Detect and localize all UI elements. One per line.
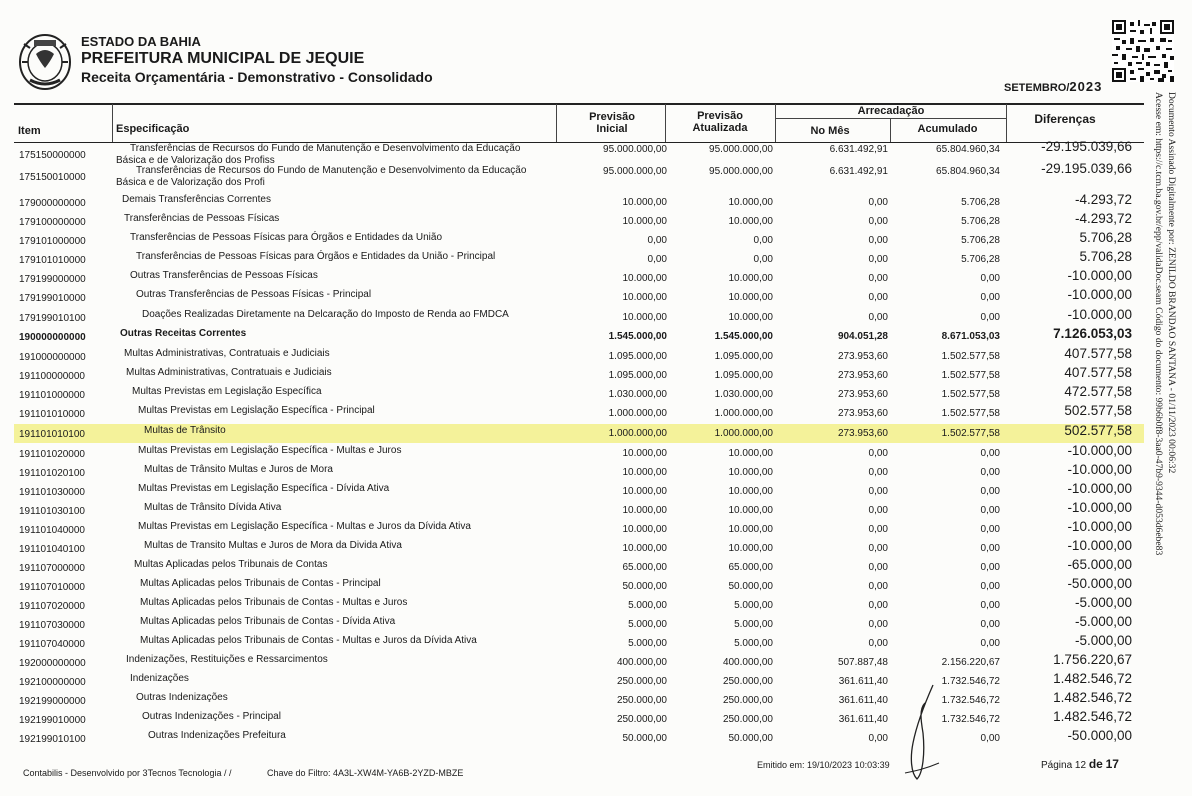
arrecadacao-acumulado: 65.804.960,34 [936, 166, 1000, 177]
diferenca: -10.000,00 [1067, 462, 1132, 477]
report-title: Receita Orçamentária - Demonstrativo - Consolidado [81, 69, 433, 85]
previsao-atualizada: 10.000,00 [728, 467, 773, 478]
arrecadacao-acumulado: 0,00 [980, 448, 1000, 459]
previsao-inicial: 250.000,00 [616, 676, 667, 687]
arrecadacao-mes: 0,00 [868, 216, 888, 227]
table-row [0, 139, 1150, 166]
item-code: 191101000000 [19, 390, 85, 401]
previsao-inicial: 95.000.000,00 [603, 166, 667, 177]
diferenca: 5.706,28 [1079, 249, 1132, 264]
previsao-atualizada: 10.000,00 [728, 292, 773, 303]
previsao-atualizada: 10.000,00 [728, 216, 773, 227]
item-description-cont: Básica e de Valorização dos Profi [116, 177, 265, 188]
previsao-inicial: 10.000,00 [622, 524, 667, 535]
item-code: 179100000000 [19, 217, 86, 228]
item-description-cont: Básica e de Valorização dos Profiss [116, 155, 275, 166]
item-code: 191107040000 [19, 639, 85, 650]
digital-signature-note [1150, 92, 1178, 622]
item-code: 179101000000 [19, 236, 86, 247]
arrecadacao-acumulado: 0,00 [980, 486, 1000, 497]
arrecadacao-acumulado: 0,00 [980, 292, 1000, 303]
arrecadacao-mes: 0,00 [868, 292, 888, 303]
previsao-inicial: 95.000.000,00 [603, 144, 667, 155]
previsao-inicial: 50.000,00 [622, 581, 667, 592]
previsao-inicial: 10.000,00 [622, 543, 667, 554]
table-row [0, 558, 1150, 577]
item-description: Outras Receitas Correntes [120, 328, 247, 339]
arrecadacao-mes: 273.953,60 [837, 408, 888, 419]
table-row [0, 404, 1150, 423]
item-description: Outras Indenizações [136, 692, 228, 703]
arrecadacao-acumulado: 5.706,28 [961, 254, 1000, 265]
signature-line-1: Documento Assinado Digitalmente por: ZENILDO BRANDAO SANTANA - 01/11/2023 00:06:32 [1166, 92, 1177, 474]
table-row [0, 615, 1150, 634]
previsao-atualizada: 10.000,00 [728, 524, 773, 535]
diferenca: -10.000,00 [1067, 481, 1132, 496]
table-row [0, 691, 1150, 710]
table-row [0, 269, 1150, 288]
table-row [14, 424, 1144, 443]
arrecadacao-acumulado: 0,00 [980, 600, 1000, 611]
previsao-inicial: 1.030.000,00 [608, 389, 667, 400]
item-description: Transferências de Recursos do Fundo de Manutenção e Desenvolvimento da Educação [130, 143, 521, 154]
handwritten-signature [895, 683, 955, 783]
arrecadacao-mes: 361.611,40 [838, 714, 888, 725]
item-code: 179000000000 [19, 198, 86, 209]
previsao-atualizada: 250.000,00 [722, 695, 773, 706]
previsao-atualizada: 95.000.000,00 [709, 144, 773, 155]
arrecadacao-mes: 0,00 [868, 600, 888, 611]
item-code: 191000000000 [19, 352, 86, 363]
previsao-inicial: 10.000,00 [622, 273, 667, 284]
signature-line-2: Acesse em: https://c.tcm.ba.gov.br/epp/validaDoc.seam Código do documento: 99b6b0f8-3aa0-47b9-9344-d053d6ebe83 [1153, 92, 1164, 556]
diferenca: -4.293,72 [1074, 211, 1132, 226]
report-period: SETEMBRO/2023 [1004, 79, 1103, 94]
previsao-atualizada: 10.000,00 [728, 312, 773, 323]
col-header-diferencas: Diferenças [1034, 112, 1096, 126]
item-code: 191101030000 [19, 487, 85, 498]
table-row [0, 482, 1150, 501]
previsao-inicial: 0,00 [647, 254, 667, 265]
previsao-atualizada: 1.000.000,00 [714, 428, 773, 439]
arrecadacao-acumulado: 8.671.053,03 [941, 331, 1000, 342]
arrecadacao-mes: 0,00 [868, 638, 888, 649]
item-description: Multas Previstas em Legislação Específica - Dívida Ativa [138, 483, 390, 494]
col-divider [1006, 104, 1007, 142]
arrecadacao-mes: 273.953,60 [837, 370, 888, 381]
item-description: Outras Indenizações - Principal [142, 711, 281, 722]
previsao-inicial: 10.000,00 [622, 292, 667, 303]
item-description: Multas Aplicadas pelos Tribunais de Contas - Multas e Juros da Dívida Ativa [140, 635, 477, 646]
arrecadacao-acumulado: 1.502.577,58 [941, 370, 1000, 381]
arrecadacao-acumulado: 1.502.577,58 [941, 351, 1000, 362]
previsao-atualizada: 10.000,00 [728, 197, 773, 208]
previsao-atualizada: 50.000,00 [728, 581, 773, 592]
item-description: Multas de Trânsito [144, 425, 226, 436]
arrecadacao-mes: 273.953,60 [837, 389, 888, 400]
arrecadacao-mes: 507.887,48 [837, 657, 888, 668]
item-code: 191100000000 [19, 371, 85, 382]
footer-filter-key: Chave do Filtro: 4A3L-XW4M-YA6B-2YZD-MBZE [267, 768, 464, 778]
item-code: 191107010000 [19, 582, 85, 593]
qr-code-icon [1112, 20, 1174, 82]
previsao-inicial: 5.000,00 [628, 619, 667, 630]
diferenca: -10.000,00 [1067, 307, 1132, 322]
item-description: Multas Administrativas, Contratuais e Judiciais [124, 348, 330, 359]
arrecadacao-acumulado: 0,00 [980, 467, 1000, 478]
diferenca: -65.000,00 [1067, 557, 1132, 572]
arrecadacao-acumulado: 5.706,28 [961, 216, 1000, 227]
arrecadacao-mes: 0,00 [868, 524, 888, 535]
item-code: 179199010100 [19, 313, 86, 324]
previsao-atualizada: 5.000,00 [734, 600, 773, 611]
diferenca: -10.000,00 [1067, 519, 1132, 534]
item-description: Transferências de Recursos do Fundo de Manutenção e Desenvolvimento da Educação [136, 165, 527, 176]
arrecadacao-acumulado: 1.502.577,58 [941, 408, 1000, 419]
item-code: 192199010000 [19, 715, 86, 726]
item-description: Indenizações, Restituições e Ressarcimentos [126, 654, 328, 665]
item-description: Multas Administrativas, Contratuais e Judiciais [126, 367, 332, 378]
arrecadacao-mes: 0,00 [868, 273, 888, 284]
item-code: 191107030000 [19, 620, 85, 631]
item-code: 191101020000 [19, 449, 85, 460]
item-code: 191101040100 [19, 544, 85, 555]
previsao-atualizada: 10.000,00 [728, 543, 773, 554]
arrecadacao-acumulado: 1.502.577,58 [941, 428, 1000, 439]
diferenca: -29.195.039,66 [1041, 139, 1132, 154]
item-description: Transferências de Pessoas Físicas [124, 213, 280, 224]
previsao-inicial: 5.000,00 [628, 600, 667, 611]
previsao-atualizada: 1.000.000,00 [714, 408, 773, 419]
arrecadacao-mes: 0,00 [868, 562, 888, 573]
table-row [0, 520, 1150, 539]
item-description: Outras Transferências de Pessoas Físicas - Principal [136, 289, 372, 300]
item-code: 175150010000 [19, 172, 86, 183]
previsao-atualizada: 1.545.000,00 [714, 331, 773, 342]
col-header-prev-atualizada: Previsão Atualizada [692, 110, 748, 134]
arrecadacao-acumulado: 2.156.220,67 [941, 657, 1000, 668]
arrecadacao-mes: 0,00 [868, 235, 888, 246]
col-header-item: Item [18, 125, 41, 137]
table-row [0, 539, 1150, 558]
table-row [0, 444, 1150, 463]
item-description: Multas Previstas em Legislação Específica [132, 386, 322, 397]
previsao-atualizada: 1.030.000,00 [714, 389, 773, 400]
arrecadacao-acumulado: 0,00 [980, 581, 1000, 592]
footer-software: Contabilis - Desenvolvido por 3Tecnos Tecnologia / / [23, 768, 232, 778]
table-row [0, 577, 1150, 596]
coat-of-arms-logo [16, 32, 74, 94]
diferenca: -10.000,00 [1067, 268, 1132, 283]
diferenca: 1.482.546,72 [1053, 690, 1132, 705]
previsao-inicial: 5.000,00 [628, 638, 667, 649]
item-code: 175150000000 [19, 150, 86, 161]
table-row [0, 231, 1150, 250]
col-divider [665, 104, 666, 142]
table-row [0, 385, 1150, 404]
item-description: Outras Transferências de Pessoas Físicas [130, 270, 318, 281]
arrecadacao-acumulado: 0,00 [980, 733, 1000, 744]
previsao-atualizada: 250.000,00 [722, 676, 773, 687]
arrecadacao-mes: 0,00 [868, 467, 888, 478]
diferenca: -50.000,00 [1067, 576, 1132, 591]
arrecadacao-acumulado: 0,00 [980, 562, 1000, 573]
item-code: 191101040000 [19, 525, 85, 536]
state-name: ESTADO DA BAHIA [81, 34, 201, 49]
previsao-atualizada: 50.000,00 [728, 733, 773, 744]
diferenca: 407.577,58 [1064, 346, 1132, 361]
page-number: Página 12 de 17 [1041, 757, 1119, 771]
col-header-spec: Especificação [116, 123, 190, 135]
item-description: Multas Previstas em Legislação Específica - Principal [138, 405, 375, 416]
diferenca: 1.482.546,72 [1053, 671, 1132, 686]
table-row [0, 634, 1150, 653]
previsao-inicial: 0,00 [647, 235, 667, 246]
diferenca: 502.577,58 [1064, 423, 1132, 438]
arrecadacao-acumulado: 0,00 [980, 524, 1000, 535]
arrecadacao-mes: 0,00 [868, 619, 888, 630]
col-divider [890, 119, 891, 142]
previsao-inicial: 400.000,00 [616, 657, 667, 668]
arrecadacao-mes: 6.631.492,91 [829, 144, 888, 155]
arrecadacao-mes: 0,00 [868, 505, 888, 516]
previsao-inicial: 10.000,00 [622, 448, 667, 459]
previsao-atualizada: 5.000,00 [734, 638, 773, 649]
col-divider [556, 104, 557, 142]
col-divider [112, 104, 113, 142]
diferenca: -10.000,00 [1067, 287, 1132, 302]
previsao-inicial: 1.000.000,00 [608, 428, 667, 439]
arrecadacao-acumulado: 0,00 [980, 273, 1000, 284]
previsao-inicial: 50.000,00 [622, 733, 667, 744]
arrecadacao-mes: 0,00 [868, 197, 888, 208]
table-row [0, 212, 1150, 231]
arrecadacao-mes: 273.953,60 [837, 428, 888, 439]
arrecadacao-acumulado: 1.732.546,72 [941, 676, 1000, 687]
previsao-atualizada: 250.000,00 [722, 714, 773, 725]
arrecadacao-acumulado: 0,00 [980, 505, 1000, 516]
diferenca: 502.577,58 [1064, 403, 1132, 418]
diferenca: -10.000,00 [1067, 500, 1132, 515]
previsao-atualizada: 10.000,00 [728, 505, 773, 516]
diferenca: -29.195.039,66 [1041, 161, 1132, 176]
arrecadacao-acumulado: 1.732.546,72 [941, 714, 1000, 725]
item-code: 191107000000 [19, 563, 85, 574]
arrecadacao-mes: 0,00 [868, 254, 888, 265]
previsao-inicial: 10.000,00 [622, 505, 667, 516]
item-code: 179101010000 [19, 255, 86, 266]
item-description: Demais Transferências Correntes [122, 194, 271, 205]
previsao-inicial: 65.000,00 [622, 562, 667, 573]
table-row [0, 308, 1150, 327]
col-header-prev-inicial: Previsão Inicial [589, 111, 635, 135]
previsao-inicial: 10.000,00 [622, 216, 667, 227]
arrecadacao-mes: 0,00 [868, 486, 888, 497]
table-row [0, 501, 1150, 520]
diferenca: 7.126.053,03 [1053, 326, 1132, 341]
arrecadacao-acumulado: 0,00 [980, 638, 1000, 649]
arrecadacao-mes: 0,00 [868, 448, 888, 459]
item-code: 190000000000 [19, 332, 86, 343]
table-row [0, 161, 1150, 188]
diferenca: 5.706,28 [1079, 230, 1132, 245]
previsao-inicial: 250.000,00 [616, 695, 667, 706]
previsao-inicial: 10.000,00 [622, 197, 667, 208]
arrecadacao-acumulado: 1.732.546,72 [941, 695, 1000, 706]
table-row [0, 596, 1150, 615]
arrecadacao-acumulado: 5.706,28 [961, 197, 1000, 208]
col-header-arrecadacao: Arrecadação [857, 105, 925, 117]
arrecadacao-mes: 0,00 [868, 543, 888, 554]
item-description: Multas Previstas em Legislação Específica - Multas e Juros [138, 445, 402, 456]
arrecadacao-mes: 904.051,28 [837, 331, 888, 342]
item-description: Multas Aplicadas pelos Tribunais de Contas [134, 559, 328, 570]
table-row [0, 672, 1150, 691]
previsao-inicial: 10.000,00 [622, 486, 667, 497]
arrecadacao-mes: 273.953,60 [837, 351, 888, 362]
previsao-atualizada: 1.095.000,00 [714, 370, 773, 381]
item-description: Doações Realizadas Diretamente na Delcaração do Imposto de Renda ao FMDCA [142, 309, 509, 320]
item-description: Multas de Transito Multas e Juros de Mora da Divida Ativa [144, 540, 402, 551]
arrecadacao-mes: 0,00 [868, 312, 888, 323]
item-code: 179199000000 [19, 274, 86, 285]
previsao-atualizada: 95.000.000,00 [709, 166, 773, 177]
arrecadacao-acumulado: 0,00 [980, 543, 1000, 554]
previsao-atualizada: 10.000,00 [728, 448, 773, 459]
arrecadacao-rule [776, 118, 1006, 119]
item-code: 191101010100 [19, 429, 85, 440]
item-code: 191101010000 [19, 409, 85, 420]
previsao-inicial: 1.000.000,00 [608, 408, 667, 419]
table-row [0, 347, 1150, 366]
table-row [0, 327, 1150, 346]
item-code: 179199010000 [19, 293, 86, 304]
arrecadacao-mes: 361.611,40 [838, 676, 888, 687]
previsao-atualizada: 400.000,00 [722, 657, 773, 668]
arrecadacao-mes: 0,00 [868, 581, 888, 592]
footer-emitted: Emitido em: 19/10/2023 10:03:39 [757, 760, 890, 770]
item-description: Indenizações [130, 673, 189, 684]
col-header-no-mes: No Mês [810, 125, 850, 137]
previsao-inicial: 10.000,00 [622, 312, 667, 323]
table-row [0, 710, 1150, 729]
city-hall-name: PREFEITURA MUNICIPAL DE JEQUIE [81, 50, 365, 67]
item-code: 192199010100 [19, 734, 86, 745]
previsao-atualizada: 0,00 [753, 235, 773, 246]
table-row [0, 463, 1150, 482]
diferenca: -5.000,00 [1074, 595, 1132, 610]
item-code: 192199000000 [19, 696, 86, 707]
item-code: 191101020100 [19, 468, 85, 479]
arrecadacao-acumulado: 0,00 [980, 619, 1000, 630]
table-row [0, 729, 1150, 748]
arrecadacao-acumulado: 65.804.960,34 [936, 144, 1000, 155]
diferenca: 407.577,58 [1064, 365, 1132, 380]
arrecadacao-mes: 6.631.492,91 [829, 166, 888, 177]
item-code: 191101030100 [19, 506, 85, 517]
previsao-atualizada: 1.095.000,00 [714, 351, 773, 362]
arrecadacao-mes: 0,00 [868, 733, 888, 744]
item-description: Multas Aplicadas pelos Tribunais de Contas - Multas e Juros [140, 597, 408, 608]
diferenca: -4.293,72 [1074, 192, 1132, 207]
diferenca: -5.000,00 [1074, 633, 1132, 648]
table-row [0, 288, 1150, 307]
previsao-atualizada: 10.000,00 [728, 273, 773, 284]
table-row [0, 250, 1150, 269]
previsao-inicial: 1.095.000,00 [608, 351, 667, 362]
item-code: 191107020000 [19, 601, 85, 612]
diferenca: 472.577,58 [1064, 384, 1132, 399]
diferenca: -5.000,00 [1074, 614, 1132, 629]
arrecadacao-acumulado: 0,00 [980, 312, 1000, 323]
item-description: Transferências de Pessoas Físicas para Órgãos e Entidades da União - Principal [136, 251, 496, 262]
previsao-atualizada: 0,00 [753, 254, 773, 265]
diferenca: 1.756.220,67 [1053, 652, 1132, 667]
diferenca: -10.000,00 [1067, 538, 1132, 553]
item-description: Multas de Trânsito Multas e Juros de Mora [144, 464, 333, 475]
arrecadacao-acumulado: 5.706,28 [961, 235, 1000, 246]
arrecadacao-mes: 361.611,40 [838, 695, 888, 706]
item-description: Outras Indenizações Prefeitura [148, 730, 286, 741]
diferenca: -10.000,00 [1067, 443, 1132, 458]
item-code: 192000000000 [19, 658, 86, 669]
diferenca: 1.482.546,72 [1053, 709, 1132, 724]
table-row [0, 366, 1150, 385]
item-description: Multas Aplicadas pelos Tribunais de Contas - Dívida Ativa [140, 616, 396, 627]
table-row [0, 653, 1150, 672]
previsao-inicial: 1.545.000,00 [608, 331, 667, 342]
previsao-atualizada: 5.000,00 [734, 619, 773, 630]
previsao-inicial: 1.095.000,00 [608, 370, 667, 381]
item-description: Multas de Trânsito Dívida Ativa [144, 502, 282, 513]
col-header-acumulado: Acumulado [917, 123, 978, 135]
item-description: Multas Aplicadas pelos Tribunais de Contas - Principal [140, 578, 381, 589]
table-row [0, 193, 1150, 212]
previsao-atualizada: 65.000,00 [728, 562, 773, 573]
previsao-atualizada: 10.000,00 [728, 486, 773, 497]
previsao-inicial: 10.000,00 [622, 467, 667, 478]
item-description: Multas Previstas em Legislação Específica - Multas e Juros da Dívida Ativa [138, 521, 471, 532]
previsao-inicial: 250.000,00 [616, 714, 667, 725]
diferenca: -50.000,00 [1067, 728, 1132, 743]
item-code: 192100000000 [19, 677, 86, 688]
arrecadacao-acumulado: 1.502.577,58 [941, 389, 1000, 400]
item-description: Transferências de Pessoas Físicas para Órgãos e Entidades da União [130, 232, 443, 243]
